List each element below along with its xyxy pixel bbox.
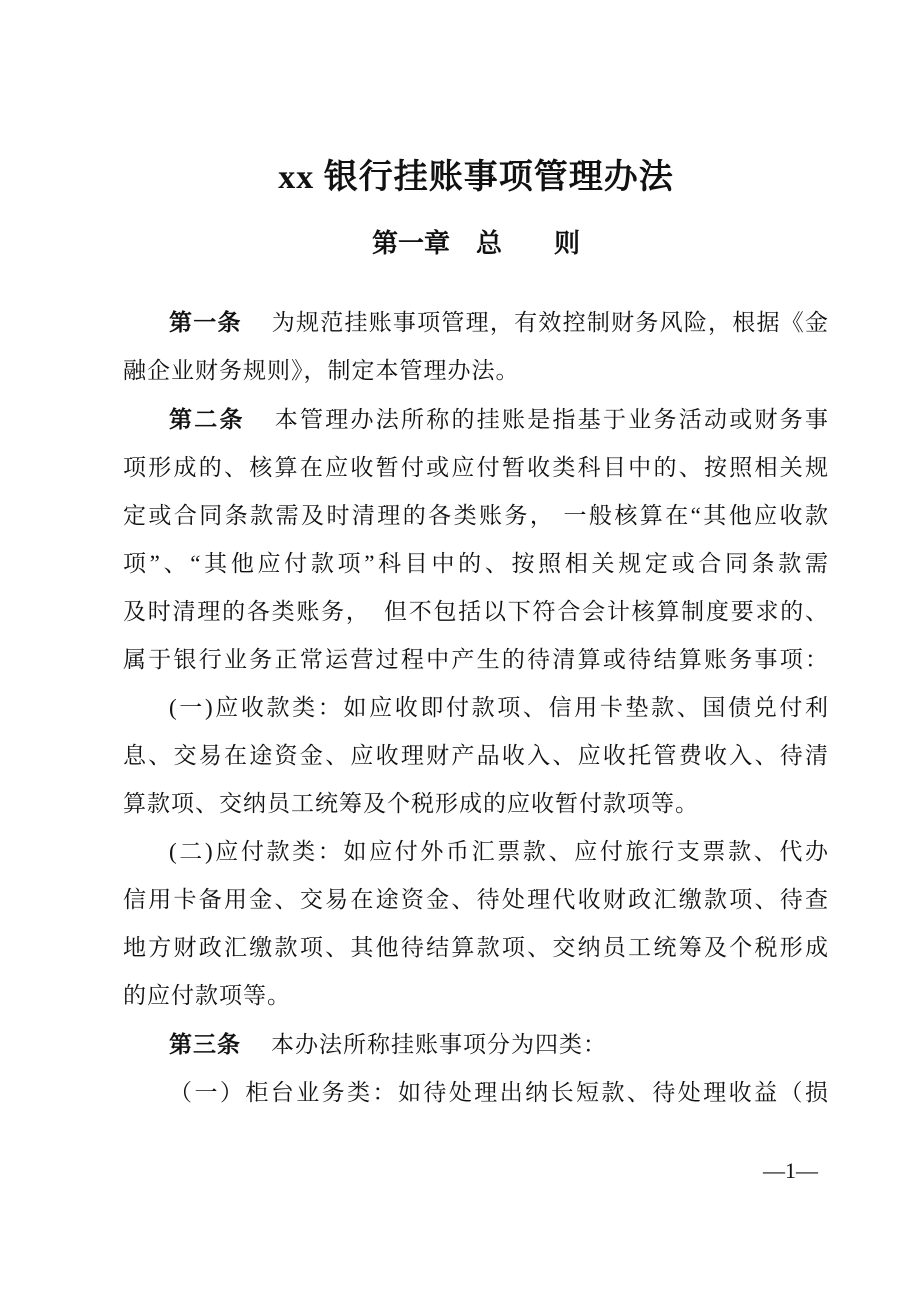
- document-title: xx 银行挂账事项管理办法: [278, 159, 674, 196]
- document-body: [123, 298, 829, 1117]
- body-line: 信用卡备用金、交易在途资金、待处理代收财政汇缴款项、待查: [123, 887, 829, 912]
- paragraph-article-1: [123, 298, 829, 395]
- article-number: 第二条: [169, 406, 245, 432]
- body-line: [123, 395, 829, 444]
- body-line: 定或合同条款需及时清理的各类账务， 一般核算在“其他应收款: [123, 503, 829, 528]
- chapter-heading: 第一章 总 则: [371, 228, 580, 258]
- body-line: 项”、“其他应付款项”科目中的、按照相关规定或合同条款需: [123, 551, 829, 576]
- body-line-text: 本管理办法所称的挂账是指基于业务活动或财务事: [274, 407, 829, 432]
- body-line: （一）柜台业务类：如待处理出纳长短款、待处理收益（损: [169, 1080, 829, 1105]
- body-line-text: 为规范挂账事项管理，有效控制财务风险，根据《金: [271, 310, 830, 335]
- body-line-text: 本办法所称挂账事项分为四类：: [271, 1032, 607, 1057]
- body-line: 息、交易在途资金、应收理财产品收入、应收托管费收入、待清: [123, 743, 829, 768]
- body-line: 属于银行业务正常运营过程中产生的待清算或待结算账务事项：: [123, 647, 829, 672]
- paragraph-item-payables: [123, 828, 829, 1020]
- paragraph-article-2: [123, 395, 829, 684]
- body-line: 地方财政汇缴款项、其他待结算款项、交纳员工统筹及个税形成: [123, 935, 829, 960]
- article-number: 第三条: [169, 1031, 241, 1057]
- paragraph-item-receivables: [123, 684, 829, 828]
- body-line: 项形成的、核算在应收暂付或应付暂收类科目中的、按照相关规: [123, 455, 829, 480]
- paragraph-item-counter-business: [123, 1069, 829, 1117]
- body-line: 融企业财务规则》，制定本管理办法。: [123, 358, 520, 383]
- paragraph-article-3: [123, 1020, 829, 1069]
- body-line: (二)应付款类：如应付外币汇票款、应付旅行支票款、代办: [169, 839, 829, 864]
- body-line: 的应付款项等。: [123, 983, 291, 1008]
- body-line: 算款项、交纳员工统筹及个税形成的应收暂付款项等。: [123, 791, 699, 816]
- page-number: —1—: [763, 1158, 818, 1183]
- body-line: (一)应收款类：如应收即付款项、信用卡垫款、国债兑付利: [169, 695, 829, 720]
- body-line: 及时清理的各类账务， 但不包括以下符合会计核算制度要求的、: [123, 599, 829, 624]
- body-line: [123, 1020, 829, 1069]
- body-line: [123, 298, 829, 347]
- article-number: 第一条: [169, 309, 242, 335]
